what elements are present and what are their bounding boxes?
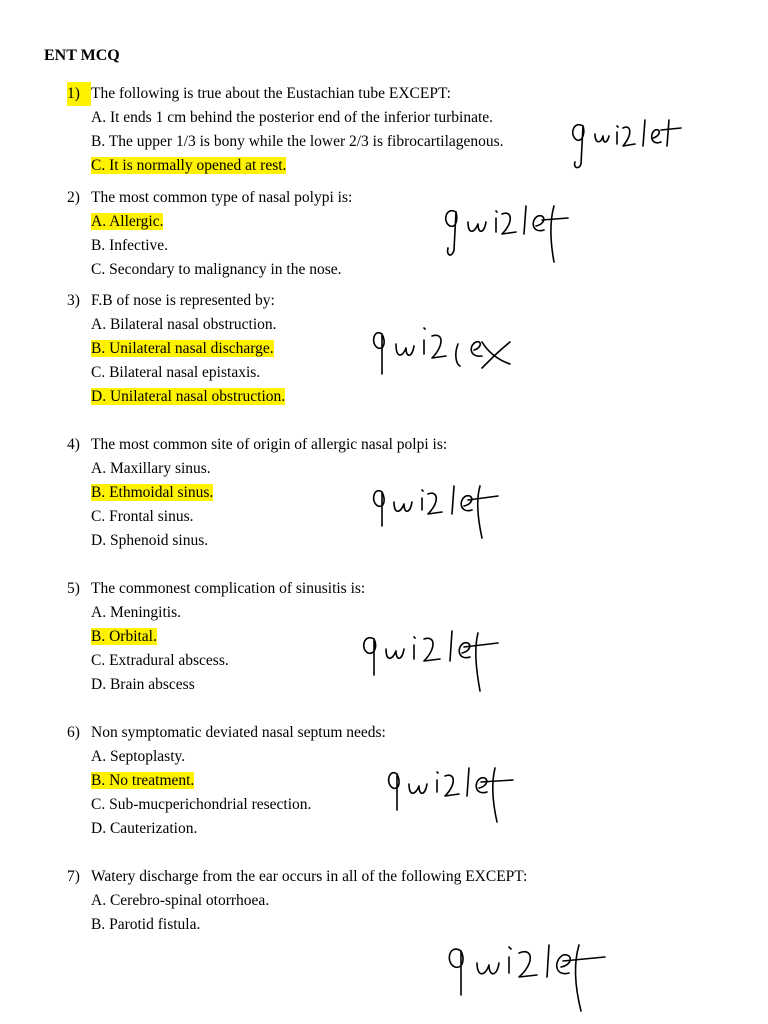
answer-highlight: B. Unilateral nasal discharge.	[91, 340, 274, 357]
question-number: 7)	[67, 868, 80, 885]
handwritten-quizlet-watermark	[360, 625, 520, 695]
option-d: D. Brain abscess	[91, 676, 195, 693]
option-a: A. Bilateral nasal obstruction.	[91, 316, 277, 333]
handwritten-quizlet-watermark	[565, 112, 695, 172]
document-title: ENT MCQ	[44, 47, 120, 64]
question-stem	[67, 186, 352, 210]
question-stem	[67, 865, 527, 889]
option-d: D. Cauterization.	[91, 820, 198, 837]
option-c: C. Sub-mucperichondrial resection.	[91, 796, 312, 813]
answer-highlight: C. It is normally opened at rest.	[91, 157, 287, 174]
option-c: C. Secondary to malignancy in the nose.	[91, 261, 342, 278]
question-stem	[67, 82, 504, 106]
handwritten-quizlet-watermark	[370, 480, 520, 545]
question-number: 2)	[67, 189, 80, 206]
question-1	[67, 82, 504, 178]
option-c	[67, 154, 504, 178]
question-5	[67, 577, 365, 697]
question-3	[67, 289, 285, 409]
option-d	[67, 385, 285, 409]
question-text: F.B of nose is represented by:	[91, 292, 275, 309]
question-number: 3)	[67, 292, 80, 309]
option-b	[67, 337, 285, 361]
option-b: B. Parotid fistula.	[91, 916, 201, 933]
question-text: Watery discharge from the ear occurs in all of the following EXCEPT:	[91, 868, 528, 885]
question-stem	[67, 721, 386, 745]
option-a: A. It ends 1 cm behind the posterior end of the inferior turbinate.	[91, 109, 494, 126]
question-number: 4)	[67, 436, 80, 453]
question-2	[67, 186, 352, 282]
handwritten-quizlet-watermark	[385, 760, 535, 830]
question-number: 6)	[67, 724, 80, 741]
question-text: The most common site of origin of allergic nasal polpi is:	[91, 436, 448, 453]
question-number: 5)	[67, 580, 80, 597]
option-b: B. The upper 1/3 is bony while the lower 2/3 is fibrocartilagenous.	[91, 133, 504, 150]
option-c: C. Extradural abscess.	[91, 652, 229, 669]
question-7	[67, 865, 527, 937]
handwritten-quizlet-watermark	[370, 318, 530, 388]
question-stem	[67, 289, 285, 313]
answer-highlight: B. Orbital.	[91, 628, 157, 645]
question-text: The following is true about the Eustachian tube EXCEPT:	[91, 85, 451, 102]
question-stem	[67, 433, 447, 457]
answer-highlight: B. Ethmoidal sinus.	[91, 484, 214, 501]
answer-highlight: B. No treatment.	[91, 772, 195, 789]
question-6	[67, 721, 386, 841]
option-c: C. Bilateral nasal epistaxis.	[91, 364, 261, 381]
option-a: A. Maxillary sinus.	[91, 460, 211, 477]
option-a: A. Cerebro-spinal otorrhoea.	[91, 892, 270, 909]
option-d: D. Sphenoid sinus.	[91, 532, 209, 549]
handwritten-quizlet-watermark	[445, 935, 625, 1015]
option-c: C. Frontal sinus.	[91, 508, 194, 525]
option-b	[67, 625, 365, 649]
question-text: The commonest complication of sinusitis is:	[91, 580, 366, 597]
question-number: 1)	[67, 82, 91, 106]
option-a	[67, 210, 352, 234]
question-text: Non symptomatic deviated nasal septum needs:	[91, 724, 386, 741]
handwritten-quizlet-watermark	[440, 200, 600, 265]
answer-highlight: D. Unilateral nasal obstruction.	[91, 388, 286, 405]
answer-highlight: A. Allergic.	[91, 213, 164, 230]
option-a: A. Meningitis.	[91, 604, 181, 621]
option-b	[67, 769, 386, 793]
option-b: B. Infective.	[91, 237, 169, 254]
question-text: The most common type of nasal polypi is:	[91, 189, 353, 206]
option-a: A. Septoplasty.	[91, 748, 186, 765]
question-stem	[67, 577, 365, 601]
